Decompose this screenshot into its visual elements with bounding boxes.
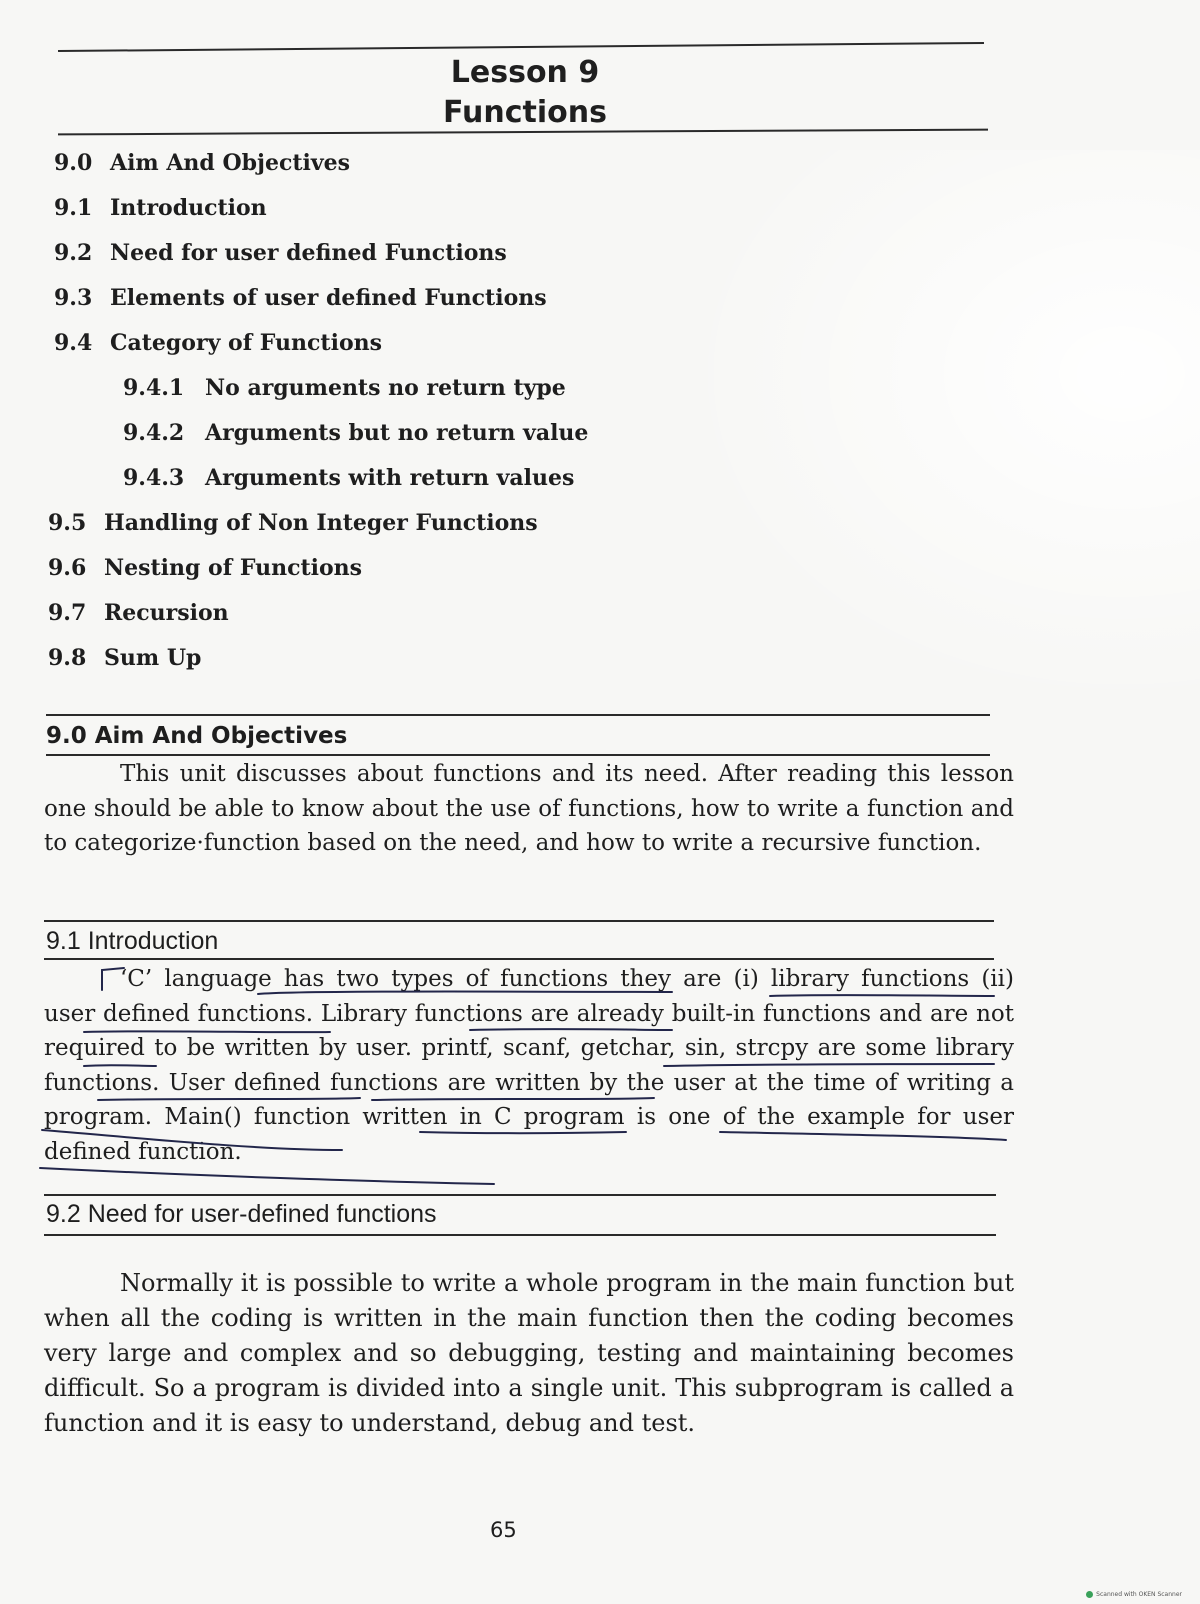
toc-item: 9.5 Handling of Non Integer Functions <box>48 510 538 536</box>
toc-item: 9.0 Aim And Objectives <box>54 150 351 176</box>
section-heading: 9.1 Introduction <box>46 927 219 955</box>
toc-item: 9.2 Need for user defined Functions <box>54 240 507 266</box>
toc-item: 9.6 Nesting of Functions <box>48 555 363 581</box>
section-body: Normally it is possible to write a whole program in the main function but when all the coding is written in the main function then the coding becomes very large and complex and so debugging, testing and maintaining becomes difficult. So a program is divided into a single unit. This subprogram is called a function and it is easy to understand, debug and test. <box>44 1269 1014 1437</box>
toc-subitem: 9.4.2 Arguments but no return value <box>123 420 589 446</box>
toc-item: 9.1 Introduction <box>54 195 267 221</box>
lesson-title: Functions <box>443 95 607 130</box>
section-heading: 9.0 Aim And Objectives <box>46 723 348 749</box>
section-body: This unit discusses about functions and its need. After reading this lesson one should be able to know about the use of functions, how to write a function and to categorize·function based on the need, and how to write a recursive function. <box>44 761 1014 856</box>
section-body: ‘C’ language has two types of functions they are (i) library functions (ii) user defined functions. Library functions are already built-in functions and are not required to be written by user. printf, scanf, getchar, sin, strcpy are some library functions. User defined functions are written by the user at the time of writing a program. Main() function written in C program is one of the example for user defined function. <box>44 966 1014 1165</box>
toc-subitem: 9.4.1 No arguments no return type <box>123 375 566 401</box>
toc-item: 9.4 Category of Functions <box>54 330 383 356</box>
section-heading: 9.2 Need for user-defined functions <box>46 1200 437 1228</box>
toc-item: 9.8 Sum Up <box>48 645 202 671</box>
page-number: 65 <box>490 1518 517 1542</box>
scanner-logo-icon <box>1086 1591 1093 1598</box>
section-rule <box>44 1234 996 1236</box>
scanner-watermark: Scanned with OKEN Scanner <box>1086 1591 1182 1598</box>
toc-item: 9.7 Recursion <box>48 600 229 626</box>
toc-subitem: 9.4.3 Arguments with return values <box>123 465 575 491</box>
toc-item: 9.3 Elements of user defined Functions <box>54 285 547 311</box>
section-rule <box>44 1194 996 1196</box>
lesson-number: Lesson 9 <box>450 55 600 90</box>
